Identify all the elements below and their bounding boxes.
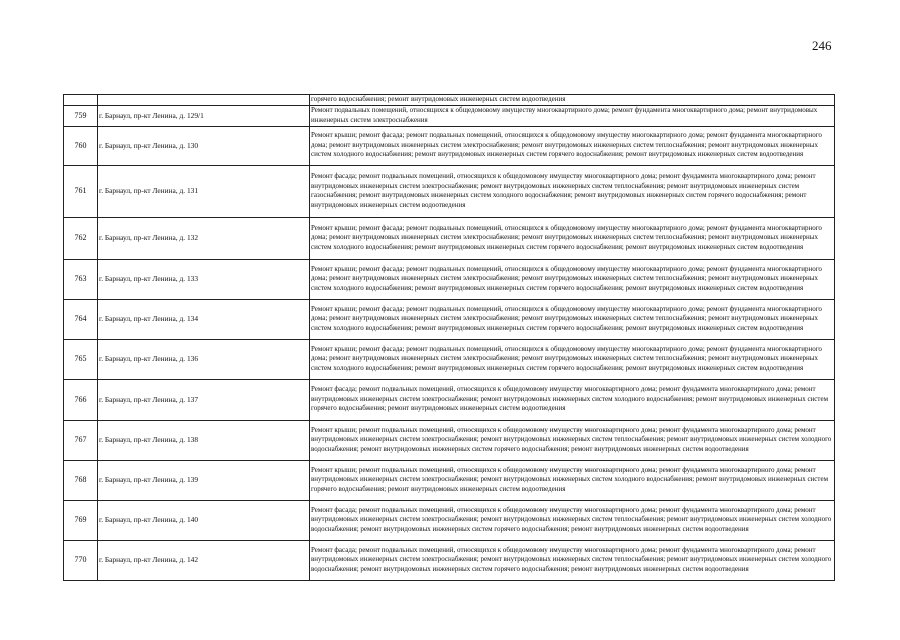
address-cell: [98, 95, 310, 106]
table-row: [64, 217, 835, 259]
table-row: [64, 105, 835, 126]
row-number-cell: 765: [64, 339, 98, 379]
table-row: [64, 420, 835, 460]
address-cell: г. Барнаул, пр-кт Ленина, д. 138: [98, 420, 310, 460]
row-number-cell: 767: [64, 420, 98, 460]
address-cell: г. Барнаул, пр-кт Ленина, д. 130: [98, 126, 310, 165]
works-cell: Ремонт крыши; ремонт фасада; ремонт подвальных помещений, относящихся к общедомовому имуществу многоквартирного дома; ремонт фундамента многоквартирного дома; ремонт внутридомовых инженерных систем электроснабжения; ремонт внутридомовых инженерных систем теплоснабжения; ремонт внутридомовых инженерных систем холодного водоснабжения; ремонт внутридомовых инженерных систем горячего водоснабжения; ремонт внутридомовых инженерных систем водоотведения: [310, 299, 835, 339]
works-cell: Ремонт крыши; ремонт фасада; ремонт подвальных помещений, относящихся к общедомовому имуществу многоквартирного дома; ремонт фундамента многоквартирного дома; ремонт внутридомовых инженерных систем электроснабжения; ремонт внутридомовых инженерных систем теплоснабжения; ремонт внутридомовых инженерных систем холодного водоснабжения; ремонт внутридомовых инженерных систем горячего водоснабжения; ремонт внутридомовых инженерных систем водоотведения: [310, 217, 835, 259]
row-number-cell: 761: [64, 165, 98, 217]
works-cell: Ремонт крыши; ремонт фасада; ремонт подвальных помещений, относящихся к общедомовому имуществу многоквартирного дома; ремонт фундамента многоквартирного дома; ремонт внутридомовых инженерных систем электроснабжения; ремонт внутридомовых инженерных систем теплоснабжения; ремонт внутридомовых инженерных систем холодного водоснабжения; ремонт внутридомовых инженерных систем горячего водоснабжения; ремонт внутридомовых инженерных систем водоотведения: [310, 339, 835, 379]
works-cell: Ремонт крыши; ремонт подвальных помещений, относящихся к общедомовому имуществу многоквартирного дома; ремонт фундамента многоквартирного дома; ремонт внутридомовых инженерных систем электроснабжения; ремонт внутридомовых инженерных систем холодного водоснабжения; ремонт внутридомовых инженерных систем горячего водоснабжения; ремонт внутридомовых инженерных систем водоотведения: [310, 460, 835, 500]
works-cell: Ремонт фасада; ремонт подвальных помещений, относящихся к общедомовому имуществу многоквартирного дома; ремонт фундамента многоквартирного дома; ремонт внутридомовых инженерных систем электроснабжения; ремонт внутридомовых инженерных систем теплоснабжения; ремонт внутридомовых инженерных систем холодного водоснабжения; ремонт внутридомовых инженерных систем горячего водоснабжения; ремонт внутридомовых инженерных систем водоотведения: [310, 500, 835, 540]
works-cell: Ремонт подвальных помещений, относящихся к общедомовому имуществу многоквартирного дома; ремонт фундамента многоквартирного дома; ремонт внутридомовых инженерных систем электроснабжения: [310, 105, 835, 126]
address-cell: г. Барнаул, пр-кт Ленина, д. 140: [98, 500, 310, 540]
address-cell: г. Барнаул, пр-кт Ленина, д. 136: [98, 339, 310, 379]
row-number-cell: [64, 95, 98, 106]
table-row: [64, 540, 835, 580]
row-number-cell: 762: [64, 217, 98, 259]
address-cell: г. Барнаул, пр-кт Ленина, д. 142: [98, 540, 310, 580]
row-number-cell: 770: [64, 540, 98, 580]
works-cell: Ремонт фасада; ремонт подвальных помещений, относящихся к общедомовому имуществу многоквартирного дома; ремонт фундамента многоквартирного дома; ремонт внутридомовых инженерных систем электроснабжения; ремонт внутридомовых инженерных систем теплоснабжения; ремонт внутридомовых инженерных систем холодного водоснабжения; ремонт внутридомовых инженерных систем горячего водоснабжения; ремонт внутридомовых инженерных систем водоотведения: [310, 540, 835, 580]
works-cell: Ремонт крыши; ремонт фасада; ремонт подвальных помещений, относящихся к общедомовому имуществу многоквартирного дома; ремонт фундамента многоквартирного дома; ремонт внутридомовых инженерных систем электроснабжения; ремонт внутридомовых инженерных систем теплоснабжения; ремонт внутридомовых инженерных систем холодного водоснабжения; ремонт внутридомовых инженерных систем горячего водоснабжения; ремонт внутридомовых инженерных систем водоотведения: [310, 259, 835, 299]
row-number-cell: 759: [64, 105, 98, 126]
table-row: [64, 500, 835, 540]
works-table-body: [64, 95, 835, 581]
table-row: [64, 259, 835, 299]
table-row: [64, 126, 835, 165]
works-table: [63, 94, 835, 581]
page-number: 246: [812, 38, 832, 53]
row-number-cell: 764: [64, 299, 98, 339]
address-cell: г. Барнаул, пр-кт Ленина, д. 133: [98, 259, 310, 299]
row-number-cell: 760: [64, 126, 98, 165]
table-row: [64, 165, 835, 217]
address-cell: г. Барнаул, пр-кт Ленина, д. 131: [98, 165, 310, 217]
works-cell: Ремонт крыши; ремонт фасада; ремонт подвальных помещений, относящихся к общедомовому имуществу многоквартирного дома; ремонт фундамента многоквартирного дома; ремонт внутридомовых инженерных систем электроснабжения; ремонт внутридомовых инженерных систем теплоснабжения; ремонт внутридомовых инженерных систем холодного водоснабжения; ремонт внутридомовых инженерных систем горячего водоснабжения; ремонт внутридомовых инженерных систем водоотведения: [310, 126, 835, 165]
table-row: [64, 299, 835, 339]
row-number-cell: 769: [64, 500, 98, 540]
works-cell: Ремонт крыши; ремонт подвальных помещений, относящихся к общедомовому имуществу многоквартирного дома; ремонт фундамента многоквартирного дома; ремонт внутридомовых инженерных систем электроснабжения; ремонт внутридомовых инженерных систем теплоснабжения; ремонт внутридомовых инженерных систем холодного водоснабжения; ремонт внутридомовых инженерных систем горячего водоснабжения; ремонт внутридомовых инженерных систем водоотведения: [310, 420, 835, 460]
table-row: [64, 460, 835, 500]
table-row-continuation: [64, 95, 835, 106]
row-number-cell: 766: [64, 379, 98, 420]
table-row: [64, 379, 835, 420]
address-cell: г. Барнаул, пр-кт Ленина, д. 139: [98, 460, 310, 500]
address-cell: г. Барнаул, пр-кт Ленина, д. 132: [98, 217, 310, 259]
row-number-cell: 768: [64, 460, 98, 500]
address-cell: г. Барнаул, пр-кт Ленина, д. 137: [98, 379, 310, 420]
works-cell: Ремонт фасада; ремонт подвальных помещений, относящихся к общедомовому имуществу многоквартирного дома; ремонт фундамента многоквартирного дома; ремонт внутридомовых инженерных систем электроснабжения; ремонт внутридомовых инженерных систем теплоснабжения; ремонт внутридомовых инженерных систем газоснабжения; ремонт внутридомовых инженерных систем холодного водоснабжения; ремонт внутридомовых инженерных систем горячего водоснабжения; ремонт внутридомовых инженерных систем водоотведения: [310, 165, 835, 217]
address-cell: г. Барнаул, пр-кт Ленина, д. 129/1: [98, 105, 310, 126]
works-cell: горячего водоснабжения; ремонт внутридомовых инженерных систем водоотведения: [310, 95, 835, 106]
table-row: [64, 339, 835, 379]
works-cell: Ремонт фасада; ремонт подвальных помещений, относящихся к общедомовому имуществу многоквартирного дома; ремонт фундамента многоквартирного дома; ремонт внутридомовых инженерных систем электроснабжения; ремонт внутридомовых инженерных систем холодного водоснабжения; ремонт внутридомовых инженерных систем горячего водоснабжения; ремонт внутридомовых инженерных систем водоотведения: [310, 379, 835, 420]
row-number-cell: 763: [64, 259, 98, 299]
address-cell: г. Барнаул, пр-кт Ленина, д. 134: [98, 299, 310, 339]
